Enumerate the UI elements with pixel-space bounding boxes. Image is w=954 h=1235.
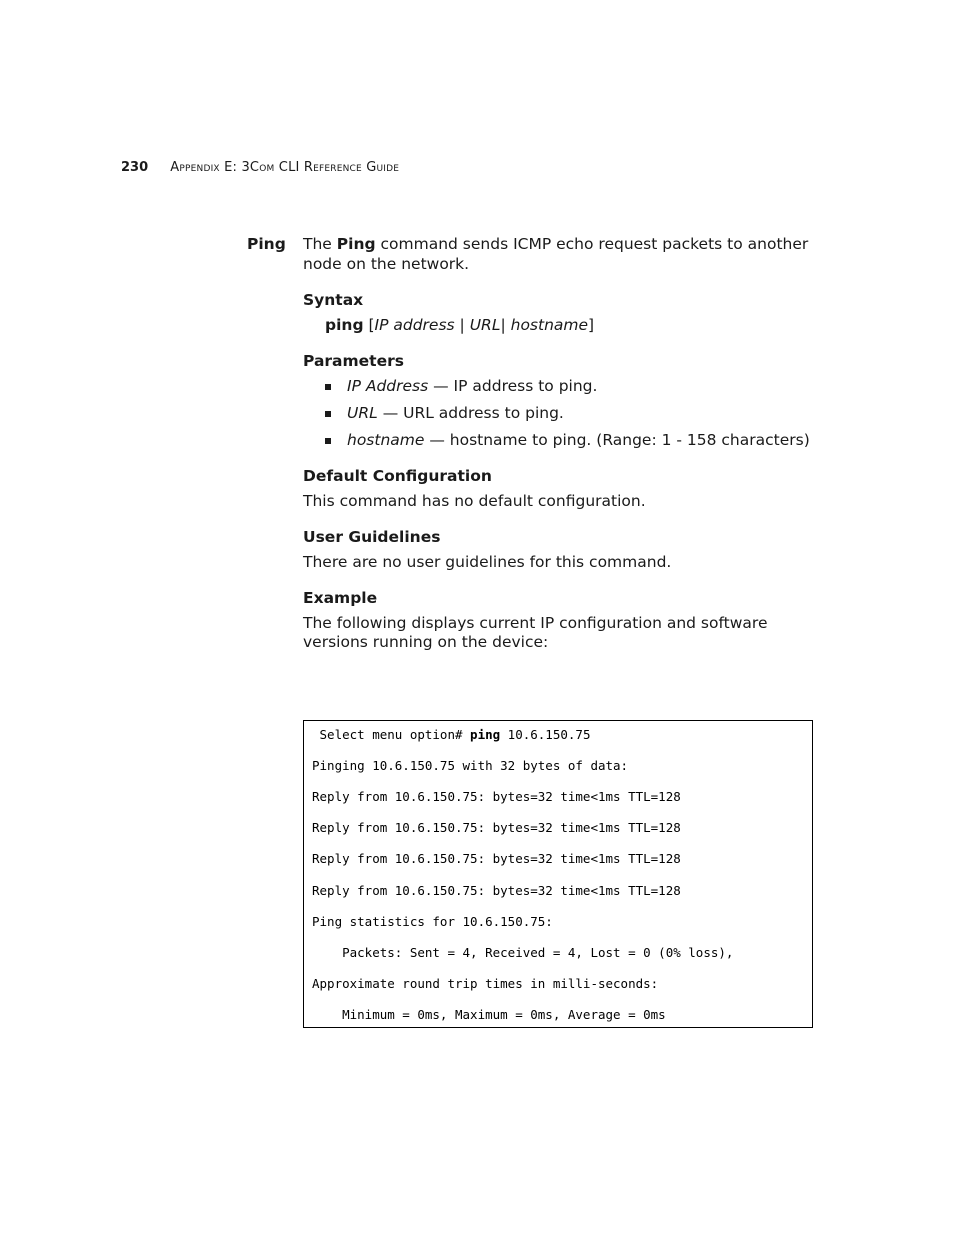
- default-config-text: This command has no default configuration.: [303, 491, 646, 510]
- page-number: 230: [121, 160, 149, 175]
- user-guidelines-text: There are no user guidelines for this command.: [303, 552, 672, 571]
- syntax-open-bracket: [: [363, 315, 375, 334]
- syntax-arg-hostname: hostname: [510, 315, 589, 334]
- syntax-separator: |: [500, 315, 511, 334]
- code-line: Ping statistics for 10.6.150.75:: [312, 914, 553, 929]
- parameters-heading: Parameters: [303, 352, 404, 370]
- bullet-icon: [325, 384, 331, 390]
- bullet-icon: [325, 438, 331, 444]
- intro-text-before: The: [303, 235, 337, 253]
- running-header: [121, 160, 399, 175]
- code-line: Approximate round trip times in milli-seconds:: [312, 976, 659, 991]
- code-command-arg: 10.6.150.75: [500, 727, 591, 742]
- list-item: [303, 431, 815, 451]
- default-config-heading: Default Configuration: [303, 467, 492, 485]
- code-line: Packets: Sent = 4, Received = 4, Lost = 0 (0% loss),: [312, 945, 734, 960]
- syntax-line: [303, 316, 815, 336]
- syntax-command: ping: [325, 315, 364, 334]
- code-line: Reply from 10.6.150.75: bytes=32 time<1ms TTL=128: [312, 851, 681, 866]
- intro-text-after: command sends ICMP echo request packets to another node on the network.: [303, 235, 809, 273]
- intro-command-name: Ping: [336, 235, 376, 253]
- example-section: [303, 589, 815, 653]
- code-example-box: [303, 720, 813, 1028]
- syntax-arg-ip: IP address: [374, 315, 455, 334]
- example-heading: Example: [303, 589, 378, 607]
- code-line-prompt: [312, 727, 590, 742]
- param-term: URL: [347, 403, 378, 422]
- param-desc: — hostname to ping. (Range: 1 - 158 characters): [424, 430, 810, 449]
- syntax-separator: |: [454, 315, 470, 334]
- code-command: ping: [470, 727, 501, 742]
- command-body: [303, 235, 815, 670]
- param-desc: — IP address to ping.: [428, 376, 598, 395]
- param-term: hostname: [347, 430, 425, 449]
- default-config-section: [303, 467, 815, 511]
- syntax-heading: Syntax: [303, 291, 364, 309]
- code-line: Reply from 10.6.150.75: bytes=32 time<1ms TTL=128: [312, 820, 681, 835]
- parameters-section: [303, 352, 815, 450]
- parameters-list: [303, 377, 815, 451]
- user-guidelines-heading: User Guidelines: [303, 528, 441, 546]
- code-line: Pinging 10.6.150.75 with 32 bytes of data:: [312, 758, 629, 773]
- command-term: Ping: [247, 235, 286, 253]
- code-line: Minimum = 0ms, Maximum = 0ms, Average = 0ms: [312, 1007, 666, 1022]
- bullet-icon: [325, 411, 331, 417]
- running-title: Appendix E: 3Com CLI Reference Guide: [170, 160, 400, 175]
- code-prompt: Select menu option#: [312, 727, 471, 742]
- example-text: The following displays current IP configuration and software versions running on the device:: [303, 613, 768, 651]
- syntax-arg-url: URL: [469, 315, 501, 334]
- code-line: Reply from 10.6.150.75: bytes=32 time<1ms TTL=128: [312, 883, 681, 898]
- param-term: IP Address: [347, 376, 429, 395]
- code-line: Reply from 10.6.150.75: bytes=32 time<1ms TTL=128: [312, 789, 681, 804]
- list-item: [303, 377, 815, 397]
- syntax-section: [303, 291, 815, 335]
- list-item: [303, 404, 815, 424]
- intro-paragraph: [303, 235, 815, 274]
- syntax-close-bracket: ]: [588, 315, 595, 334]
- param-desc: — URL address to ping.: [377, 403, 564, 422]
- user-guidelines-section: [303, 528, 815, 572]
